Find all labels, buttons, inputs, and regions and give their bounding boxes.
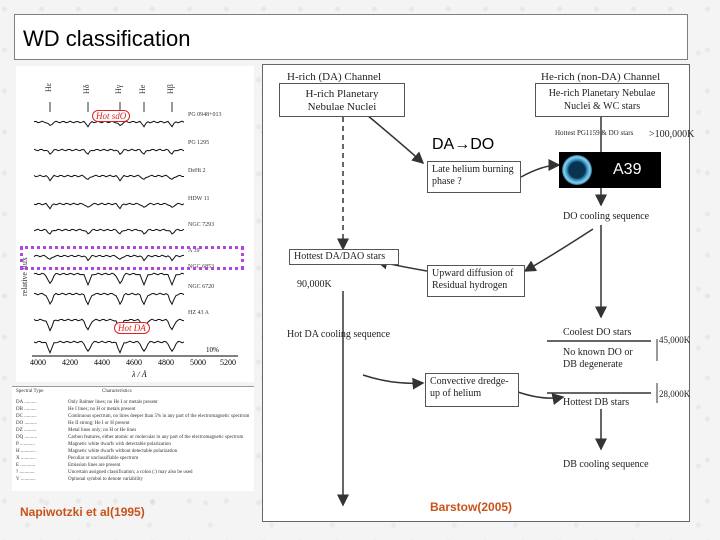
x-tick: 4000 (30, 358, 46, 367)
star-label: PG 0948+013 (188, 112, 222, 118)
spectral-types-table (12, 386, 254, 491)
star-label: DeHt 2 (188, 168, 206, 174)
table-row (12, 455, 254, 462)
type-code: DZ .......... (16, 428, 37, 433)
type-desc: Emission lines are present (68, 463, 121, 468)
x-tick: 4200 (62, 358, 78, 367)
hot-da-cooling-label: Hot DA cooling sequence (287, 329, 391, 340)
type-desc: He I lines; no H or metals present (68, 407, 136, 412)
star-label: HDW 11 (188, 196, 210, 202)
slide-title-box (14, 14, 688, 60)
table-row (12, 448, 254, 455)
table-row (12, 427, 254, 434)
coolest-do-label: Coolest DO stars (563, 327, 632, 338)
table-row (12, 441, 254, 448)
table-row (12, 469, 254, 476)
line-label: Hγ (114, 84, 123, 94)
x-tick: 5200 (220, 358, 236, 367)
type-desc: Continuous spectrum, no lines deeper than 5% in any part of the electromagnetic spectrum (68, 414, 250, 419)
no-known-label: No known DO or DB degenerate (563, 347, 633, 370)
type-desc: He II strong; He I or H present (68, 421, 130, 426)
late-helium-text: Late helium burning phase ? (432, 164, 514, 187)
hottest-db-label: Hottest DB stars (563, 397, 630, 408)
spectrum-trace (34, 175, 184, 181)
temp-28k-label: 28,000K (659, 389, 691, 399)
table-row (12, 413, 254, 420)
x-tick: 5000 (190, 358, 206, 367)
type-desc: Magnetic white dwarfs with detectable polarization (68, 442, 171, 447)
upward-diffusion-text: Upward diffusion of Residual hydrogen (432, 268, 514, 291)
type-code: DC .......... (16, 414, 37, 419)
table-header: Spectral Type (16, 389, 44, 394)
type-desc: Optional symbol to denote variability (68, 477, 143, 482)
type-code: H ............ (16, 449, 36, 454)
hottest-pg-label: Hottest PG1159 & DO stars (555, 129, 634, 137)
hottest-da-box (289, 249, 399, 265)
right-credit: Barstow(2005) (430, 500, 513, 514)
table-row (12, 420, 254, 427)
star-label: A 39 (188, 248, 200, 254)
line-label: Hβ (166, 84, 175, 94)
h-rich-channel-label: H-rich (DA) Channel (287, 71, 382, 83)
type-desc: Metal lines only; no H or He lines (68, 428, 137, 433)
convective-box (425, 373, 519, 407)
line-label: Hε (44, 82, 53, 92)
type-code: V ............ (16, 477, 36, 482)
type-code: DB .......... (16, 407, 37, 412)
type-code: E ............ (16, 463, 36, 468)
a39-image-box (559, 152, 661, 188)
spectrum-trace (34, 341, 184, 353)
table-row (12, 434, 254, 441)
temp-100k-label: >100,000K (649, 129, 695, 140)
table-row (12, 462, 254, 469)
hottest-da-text: Hottest DA/DAO stars (294, 251, 386, 262)
y-axis-title: relative flux (20, 257, 29, 296)
type-desc: Peculiar or unclassifiable spectrum (68, 456, 139, 461)
type-code: X ............ (16, 456, 36, 461)
evolution-diagram (262, 64, 695, 522)
spectrum-trace (34, 121, 184, 127)
he-rich-channel-label: He-rich (non-DA) Channel (541, 71, 661, 83)
type-code: P ............ (16, 442, 35, 447)
spectrum-trace (34, 229, 184, 234)
spectrum-trace (34, 203, 184, 209)
da-to-do-label: DA→DO (432, 136, 495, 153)
upward-diffusion-box (427, 265, 525, 297)
spectrum-trace (34, 273, 184, 285)
type-desc: Carbon features, either atomic or molecular in any part of the electromagnetic spectrum (68, 435, 244, 440)
star-label: PG 1295 (188, 140, 210, 146)
temp-90k-label: 90,000K (297, 279, 332, 290)
spectrum-trace (34, 149, 184, 154)
star-label: HZ 43 A (188, 310, 209, 316)
table-row (12, 476, 254, 483)
x-tick: 4600 (126, 358, 142, 367)
scale-label: 10% (206, 346, 219, 354)
spectrum-trace (34, 319, 184, 331)
star-label: NGC 6720 (188, 284, 215, 290)
left-credit: Napiwotzki et al(1995) (20, 505, 145, 519)
line-label: He (138, 84, 147, 94)
type-code: ? ............ (16, 470, 35, 475)
hot-sdo-tag: Hot sdO (92, 110, 130, 122)
line-label: Hδ (82, 84, 91, 94)
planetary-nebula-image (562, 155, 592, 185)
hot-da-tag: Hot DA (114, 322, 150, 334)
spectra-panel (16, 66, 254, 382)
type-code: DA .......... (16, 400, 37, 405)
he-rich-pn-text: He-rich Planetary Nebulae Nuclei & WC stars (548, 88, 656, 112)
star-label: NGC 6853 (188, 264, 215, 270)
type-desc: Only Balmer lines; no He I or metals present (68, 400, 158, 405)
x-axis-title: λ / Å (132, 370, 147, 379)
spectrum-trace (34, 293, 184, 304)
type-code: DO .......... (16, 421, 37, 426)
star-label: NGC 7293 (188, 222, 215, 228)
x-tick: 4400 (94, 358, 110, 367)
a39-highlight-box (20, 246, 244, 270)
type-code: DQ .......... (16, 435, 37, 440)
do-cooling-label: DO cooling sequence (563, 211, 650, 222)
late-helium-box (427, 161, 521, 193)
a39-label: A39 (613, 161, 642, 178)
h-rich-pn-box (279, 83, 405, 117)
table-row (12, 406, 254, 413)
he-rich-pn-box (535, 83, 669, 117)
type-desc: Magnetic white dwarfs without detectable polarization (68, 449, 178, 454)
convective-text: Convective dredge-up of helium (430, 376, 509, 399)
x-tick: 4800 (158, 358, 174, 367)
db-cooling-label: DB cooling sequence (563, 459, 649, 470)
table-row (12, 399, 254, 406)
h-rich-pn-text: H-rich Planetary Nebulae Nuclei (305, 88, 379, 113)
type-desc: Uncertain assigned classification; a colon (:) may also be used (68, 470, 193, 475)
table-header: Characteristics (102, 389, 132, 394)
slide-title: WD classification (23, 26, 191, 51)
temp-45k-label: 45,000K (659, 335, 691, 345)
